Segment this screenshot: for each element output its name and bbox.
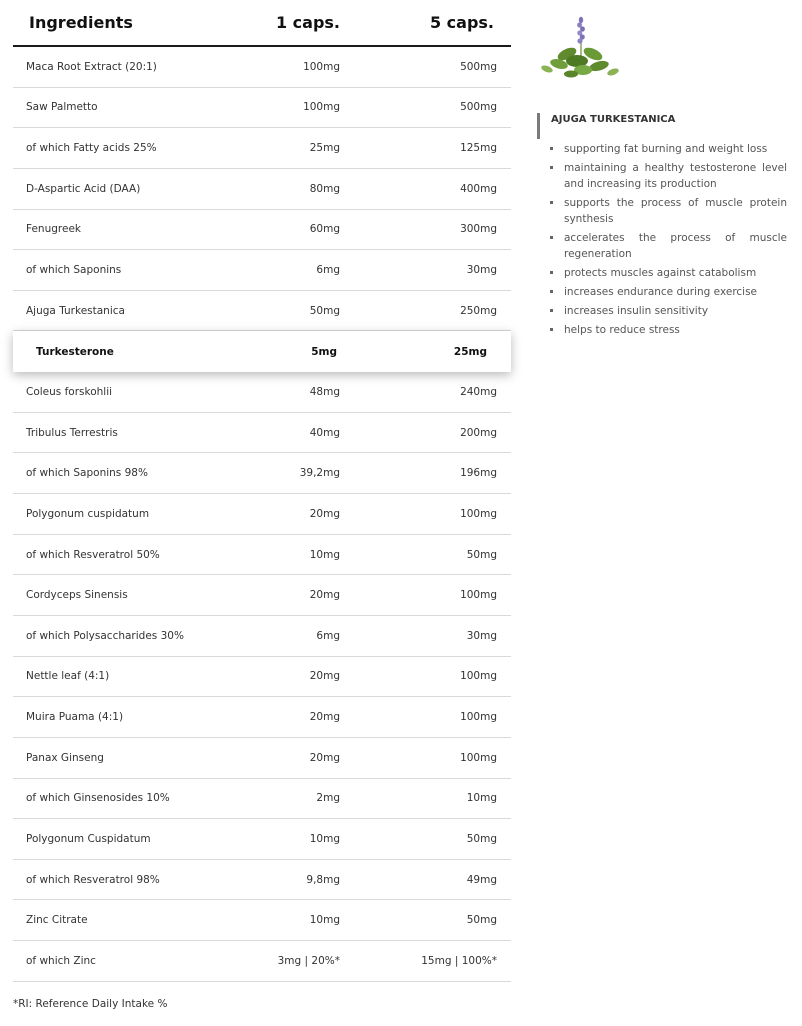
- benefit-text: supporting fat burning and weight loss: [564, 143, 768, 155]
- amount-5-caps: 100mg: [460, 670, 497, 683]
- ingredient-name: Turkesterone: [36, 345, 114, 358]
- amount-1-caps: 6mg: [316, 264, 340, 277]
- bullet-icon: [550, 201, 553, 204]
- amount-1-caps: 6mg: [316, 629, 340, 642]
- ingredient-name: Coleus forskohlii: [26, 385, 113, 398]
- benefit-item: [548, 160, 787, 192]
- table-row: [13, 453, 511, 494]
- amount-5-caps: 100mg: [460, 589, 497, 602]
- amount-5-caps: 49mg: [466, 873, 497, 886]
- table-row: [13, 819, 511, 860]
- amount-1-caps: 5mg: [311, 345, 337, 358]
- ingredient-name: of which Saponins 98%: [26, 467, 148, 480]
- table-row: [13, 860, 511, 901]
- ingredient-name: Fenugreek: [26, 223, 81, 236]
- bullet-icon: [550, 236, 553, 239]
- ingredient-name: Zinc Citrate: [26, 914, 88, 927]
- amount-1-caps: 100mg: [303, 60, 340, 73]
- table-row: [13, 372, 511, 413]
- ingredient-name: Muira Puama (4:1): [26, 711, 124, 724]
- bullet-icon: [550, 147, 553, 150]
- benefit-text: supports the process of muscle protein synthesis: [564, 197, 787, 225]
- ingredient-name: of which Resveratrol 98%: [26, 873, 160, 886]
- benefit-item: [548, 230, 787, 262]
- ingredient-name: Polygonum Cuspidatum: [26, 832, 151, 845]
- bullet-icon: [550, 328, 553, 331]
- benefit-item: [548, 195, 787, 227]
- ingredient-name: Panax Ginseng: [26, 751, 104, 764]
- amount-1-caps: 20mg: [309, 507, 340, 520]
- ingredient-name: of which Saponins: [26, 264, 122, 277]
- table-row: [13, 291, 511, 332]
- amount-5-caps: 400mg: [460, 182, 497, 195]
- amount-1-caps: 20mg: [309, 751, 340, 764]
- table-row: [13, 210, 511, 251]
- table-row: [13, 250, 511, 291]
- ingredient-name: of which Resveratrol 50%: [26, 548, 160, 561]
- amount-5-caps: 125mg: [460, 142, 497, 155]
- amount-1-caps: 50mg: [309, 304, 340, 317]
- table-row: [13, 413, 511, 454]
- table-row-highlighted: [13, 331, 511, 372]
- amount-5-caps: 500mg: [460, 101, 497, 114]
- table-row: [13, 169, 511, 210]
- amount-1-caps: 10mg: [309, 914, 340, 927]
- benefit-item: [548, 303, 787, 319]
- ingredient-name: D-Aspartic Acid (DAA): [26, 182, 141, 195]
- table-row: [13, 47, 511, 88]
- benefit-item: [548, 284, 787, 300]
- header-5-caps: 5 caps.: [429, 13, 494, 32]
- amount-1-caps: 10mg: [309, 548, 340, 561]
- table-row: [13, 657, 511, 698]
- ingredient-name: Ajuga Turkestanica: [26, 304, 125, 317]
- table-header: [13, 0, 511, 47]
- amount-1-caps: 20mg: [309, 589, 340, 602]
- amount-5-caps: 250mg: [460, 304, 497, 317]
- ingredients-table: [13, 0, 511, 982]
- bullet-icon: [550, 271, 553, 274]
- table-row: [13, 88, 511, 129]
- amount-1-caps: 60mg: [309, 223, 340, 236]
- amount-1-caps: 20mg: [309, 711, 340, 724]
- amount-1-caps: 48mg: [309, 385, 340, 398]
- benefits-list: [548, 141, 787, 341]
- table-row: [13, 535, 511, 576]
- bullet-icon: [550, 166, 553, 169]
- amount-5-caps: 50mg: [466, 548, 497, 561]
- amount-5-caps: 30mg: [466, 264, 497, 277]
- benefit-item: [548, 322, 787, 338]
- amount-1-caps: 3mg | 20%*: [277, 954, 340, 967]
- ingredient-name: of which Polysaccharides 30%: [26, 629, 184, 642]
- amount-1-caps: 25mg: [309, 142, 340, 155]
- benefit-text: accelerates the process of muscle regeneration: [564, 232, 787, 260]
- amount-5-caps: 15mg | 100%*: [421, 954, 497, 967]
- herb-plant-icon: [537, 14, 621, 84]
- amount-1-caps: 100mg: [303, 101, 340, 114]
- table-row: [13, 697, 511, 738]
- ingredient-name: Cordyceps Sinensis: [26, 589, 128, 602]
- header-ingredients: Ingredients: [29, 13, 133, 32]
- ingredient-name: Saw Palmetto: [26, 101, 98, 114]
- table-body: [13, 47, 511, 982]
- ingredient-name: Maca Root Extract (20:1): [26, 60, 157, 73]
- amount-5-caps: 500mg: [460, 60, 497, 73]
- amount-5-caps: 30mg: [466, 629, 497, 642]
- amount-5-caps: 196mg: [460, 467, 497, 480]
- amount-5-caps: 50mg: [466, 832, 497, 845]
- benefit-text: protects muscles against catabolism: [564, 267, 757, 279]
- amount-5-caps: 50mg: [466, 914, 497, 927]
- ingredient-name: of which Ginsenosides 10%: [26, 792, 170, 805]
- table-row: [13, 779, 511, 820]
- bullet-icon: [550, 290, 553, 293]
- footnote: *RI: Reference Daily Intake %: [13, 998, 168, 1010]
- amount-1-caps: 10mg: [309, 832, 340, 845]
- benefit-item: [548, 265, 787, 281]
- sidebar-title: AJUGA TURKESTANICA: [551, 114, 676, 125]
- table-row: [13, 494, 511, 535]
- amount-5-caps: 100mg: [460, 507, 497, 520]
- benefit-item: [548, 141, 787, 157]
- amount-5-caps: 25mg: [453, 345, 487, 358]
- amount-5-caps: 100mg: [460, 751, 497, 764]
- table-row: [13, 738, 511, 779]
- ingredient-name: Polygonum cuspidatum: [26, 507, 150, 520]
- table-row: [13, 941, 511, 982]
- amount-1-caps: 40mg: [309, 426, 340, 439]
- benefit-text: maintaining a healthy testosterone level and increasing its production: [564, 162, 787, 190]
- amount-1-caps: 2mg: [316, 792, 340, 805]
- table-row: [13, 128, 511, 169]
- sidebar-title-bar: [537, 113, 675, 139]
- ingredient-name: Nettle leaf (4:1): [26, 670, 110, 683]
- amount-5-caps: 200mg: [460, 426, 497, 439]
- amount-1-caps: 39,2mg: [299, 467, 340, 480]
- ingredient-name: of which Zinc: [26, 954, 96, 967]
- benefit-text: helps to reduce stress: [564, 324, 680, 336]
- bullet-icon: [550, 309, 553, 312]
- amount-1-caps: 20mg: [309, 670, 340, 683]
- table-row: [13, 575, 511, 616]
- table-row: [13, 616, 511, 657]
- amount-5-caps: 10mg: [466, 792, 497, 805]
- ingredient-name: of which Fatty acids 25%: [26, 142, 157, 155]
- amount-1-caps: 9,8mg: [306, 873, 340, 886]
- benefit-text: increases insulin sensitivity: [564, 305, 709, 317]
- ingredient-name: Tribulus Terrestris: [26, 426, 118, 439]
- amount-5-caps: 240mg: [460, 385, 497, 398]
- table-row: [13, 900, 511, 941]
- amount-1-caps: 80mg: [309, 182, 340, 195]
- amount-5-caps: 300mg: [460, 223, 497, 236]
- header-1-caps: 1 caps.: [275, 13, 340, 32]
- amount-5-caps: 100mg: [460, 711, 497, 724]
- benefit-text: increases endurance during exercise: [564, 286, 758, 298]
